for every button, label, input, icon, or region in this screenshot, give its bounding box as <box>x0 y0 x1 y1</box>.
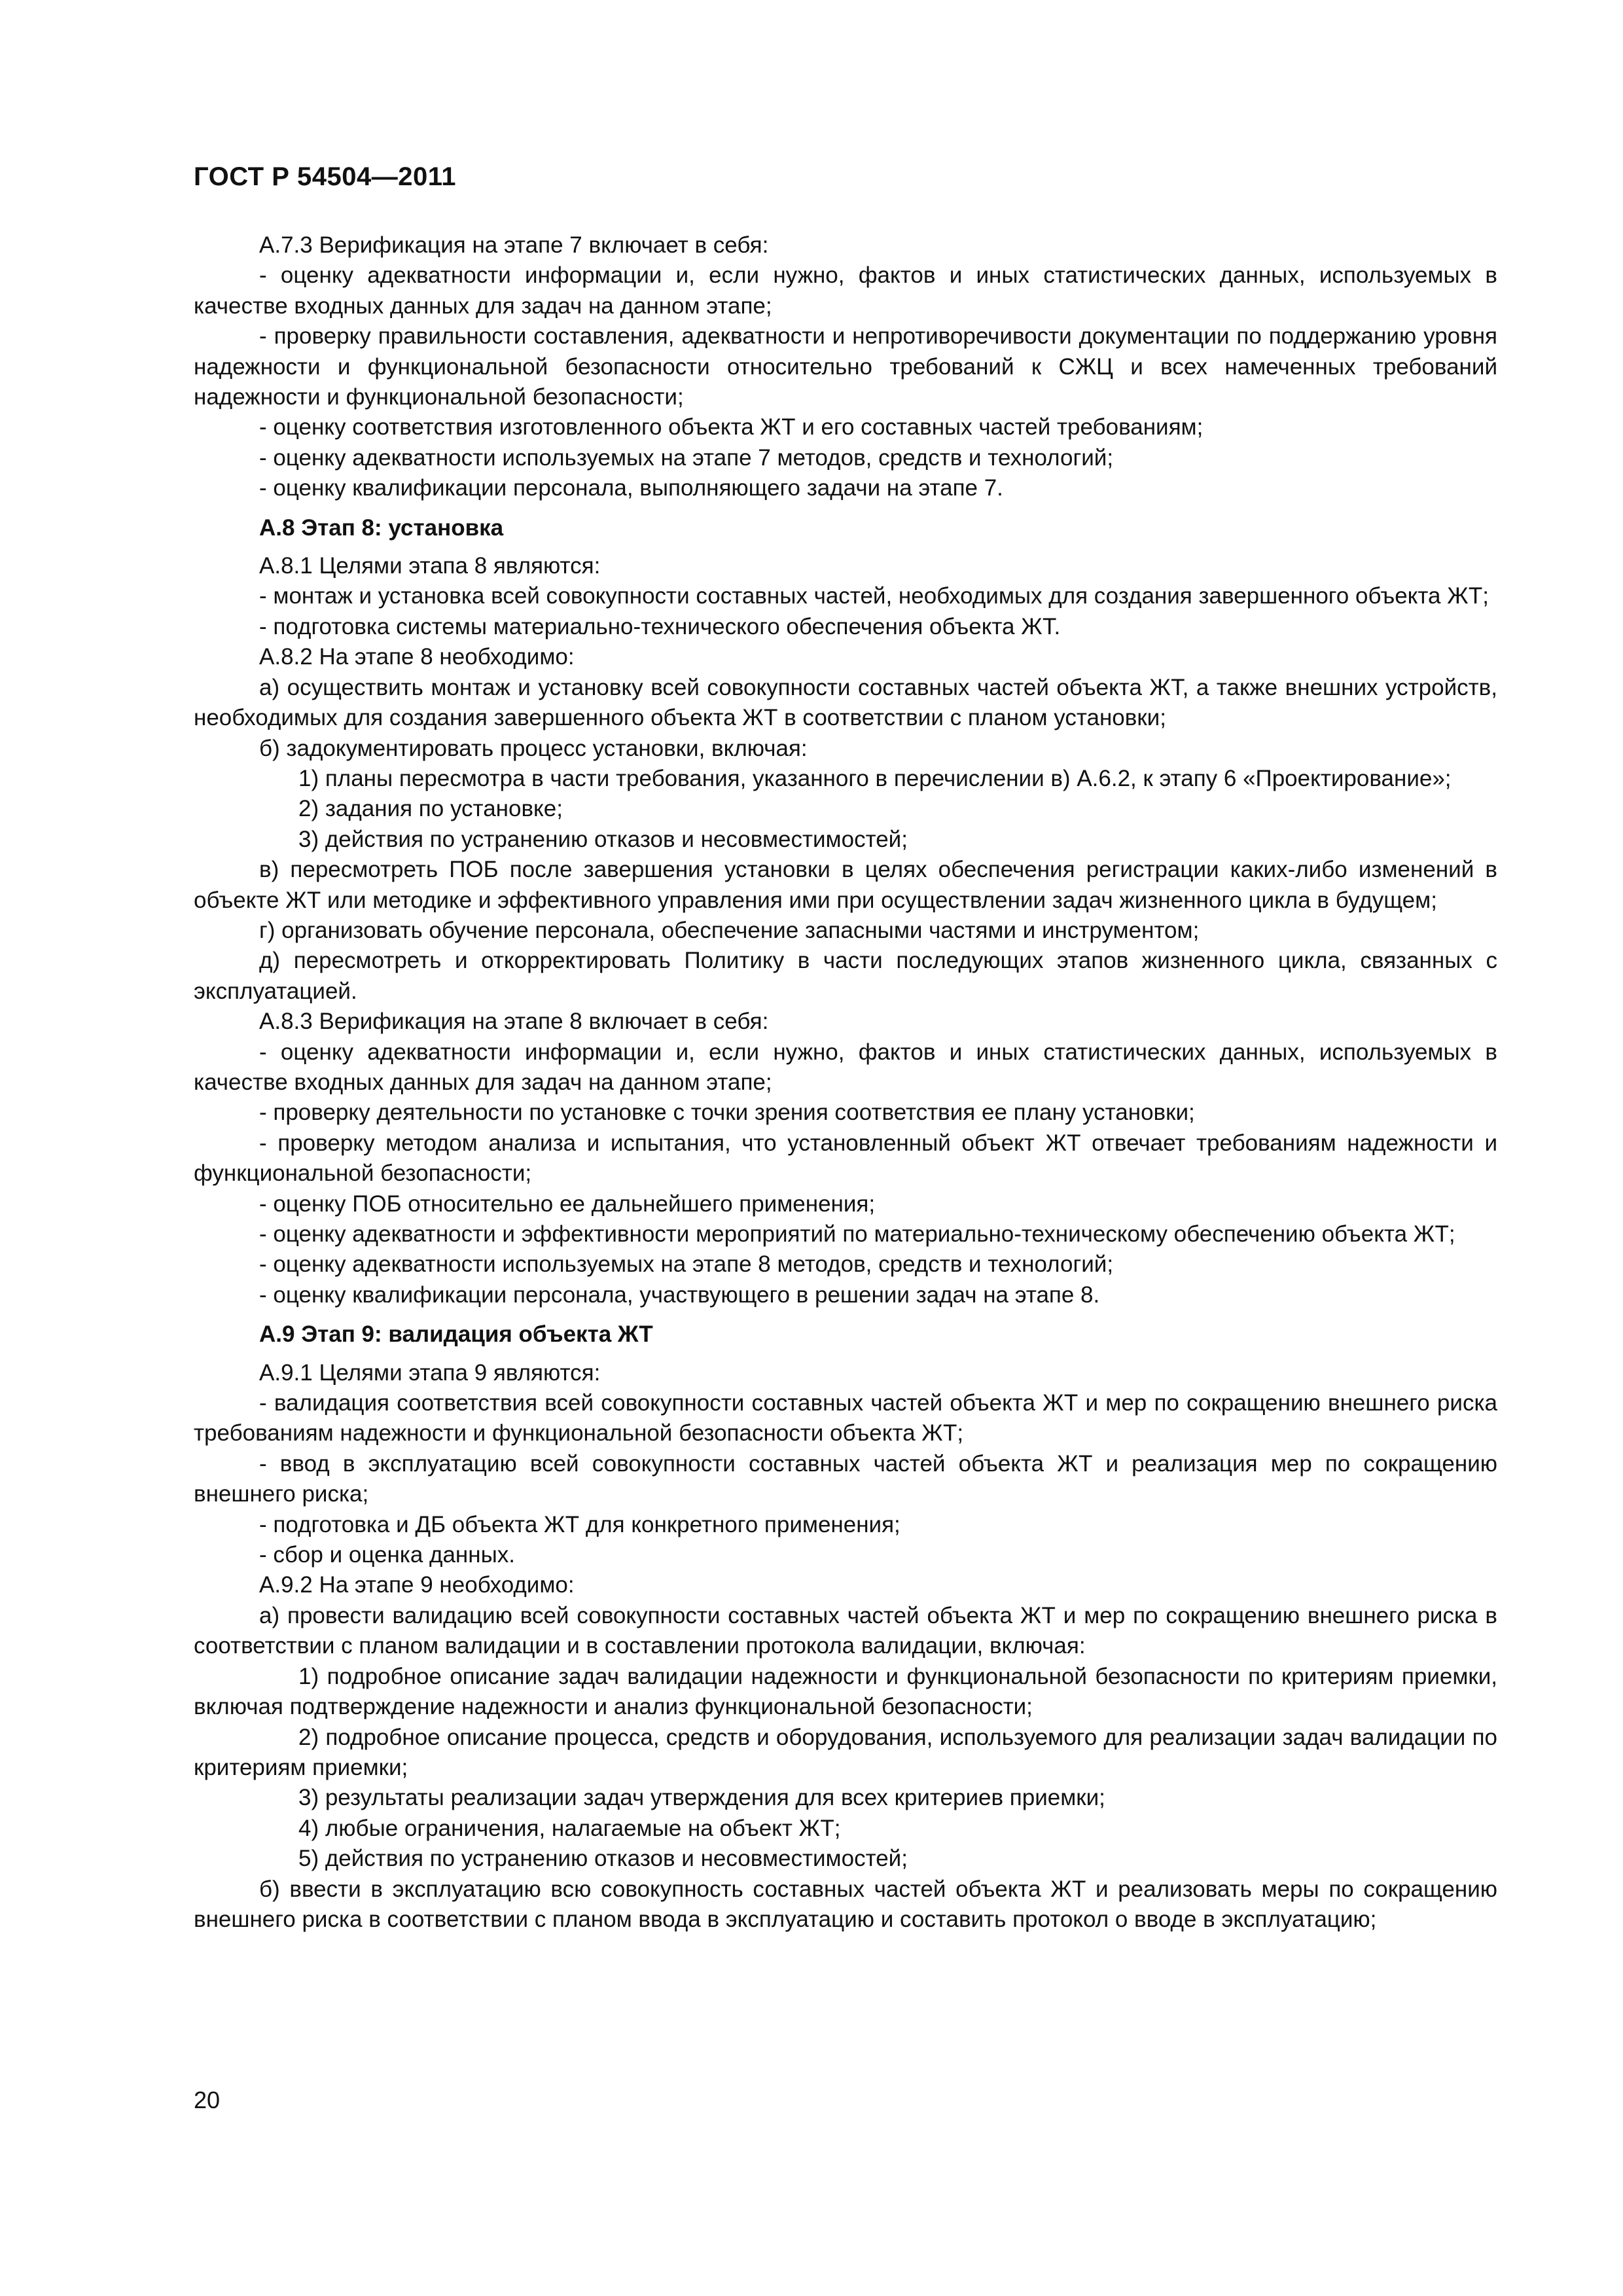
list-subitem: 5) действия по устранению отказов и несовместимостей; <box>298 1846 908 1872</box>
body-paragraph: А.8.1 Целями этапа 8 являются: <box>259 553 601 579</box>
body-paragraph: - оценку квалификации персонала, участвующего в решении задач на этапе 8. <box>259 1282 1100 1308</box>
body-paragraph: - проверку деятельности по установке с точки зрения соответствия ее плану установки; <box>259 1100 1195 1126</box>
body-paragraph: А.9.1 Целями этапа 9 являются: <box>259 1359 601 1386</box>
body-paragraph: - подготовка и ДБ объекта ЖТ для конкретного применения; <box>259 1511 901 1537</box>
body-paragraph: - оценку адекватности используемых на этапе 8 методов, средств и технологий; <box>259 1251 1114 1278</box>
body-paragraph: - оценку адекватности информации и, если нужно, фактов и иных статистических данных, используемых в качестве входных данных для задач на данном этапе; <box>194 1039 1497 1095</box>
page-number: 20 <box>194 2087 221 2113</box>
body-paragraph: - подготовка системы материально-технического обеспечения объекта ЖТ. <box>259 613 1061 639</box>
list-subitem: 3) результаты реализации задач утверждения для всех критериев приемки; <box>298 1785 1105 1811</box>
body-paragraph: б) ввести в эксплуатацию всю совокупность составных частей объекта ЖТ и реализовать меры по сокращению внешнего риска в соответствии с планом ввода в эксплуатацию и составить протокол о вводе в эксплуатацию; <box>194 1876 1497 1932</box>
body-paragraph: А.8.2 На этапе 8 необходимо: <box>259 644 575 670</box>
body-paragraph: - оценку адекватности используемых на этапе 7 методов, средств и технологий; <box>259 444 1114 471</box>
body-paragraph: А.7.3 Верификация на этапе 7 включает в себя: <box>259 232 769 258</box>
document-header: ГОСТ Р 54504—2011 <box>194 162 456 191</box>
body-paragraph: а) осуществить монтаж и установку всей совокупности составных частей объекта ЖТ, а также внешних устройств, необходимых для создания завершенного объекта ЖТ в соответствии с планом установки; <box>194 674 1497 731</box>
list-subitem: 2) подробное описание процесса, средств и оборудования, используемого для реализации задач валидации по критериям приемки; <box>194 1724 1497 1780</box>
list-subitem: 1) планы пересмотра в части требования, указанного в перечислении в) А.6.2, к этапу 6 «Проектирование»; <box>298 765 1452 791</box>
body-paragraph: д) пересмотреть и откорректировать Политику в части последующих этапов жизненного цикла, связанных с эксплуатацией. <box>194 948 1497 1004</box>
list-subitem: 3) действия по устранению отказов и несовместимостей; <box>298 826 908 852</box>
document-body <box>194 230 1497 1935</box>
body-paragraph: - оценку ПОБ относительно ее дальнейшего применения; <box>259 1191 876 1217</box>
list-subitem: 4) любые ограничения, налагаемые на объект ЖТ; <box>298 1815 841 1841</box>
body-paragraph: - проверку методом анализа и испытания, что установленный объект ЖТ отвечает требованиям надежности и функциональной безопасности; <box>194 1130 1497 1187</box>
body-paragraph: г) организовать обучение персонала, обеспечение запасными частями и инструментом; <box>259 917 1200 943</box>
list-subitem: 2) задания по установке; <box>298 796 563 822</box>
body-paragraph: - оценку квалификации персонала, выполняющего задачи на этапе 7. <box>259 475 1003 501</box>
body-paragraph: - оценку адекватности информации и, если нужно, фактов и иных статистических данных, используемых в качестве входных данных для задач на данном этапе; <box>194 262 1497 319</box>
body-paragraph: - сбор и оценка данных. <box>259 1542 515 1568</box>
body-paragraph: в) пересмотреть ПОБ после завершения установки в целях обеспечения регистрации каких-либо изменений в объекте ЖТ или методике и эффективного управления ими при осуществлении задач жизненного цикла в будущем; <box>194 857 1497 913</box>
section-heading: А.8 Этап 8: установка <box>259 514 504 541</box>
body-paragraph: - оценку адекватности и эффективности мероприятий по материально-техническому обеспечению объекта ЖТ; <box>259 1221 1455 1247</box>
list-subitem: 1) подробное описание задач валидации надежности и функциональной безопасности по критериям приемки, включая подтверждение надежности и анализ функциональной безопасности; <box>194 1663 1497 1720</box>
body-paragraph: б) задокументировать процесс установки, включая: <box>259 735 808 761</box>
body-paragraph: а) провести валидацию всей совокупности составных частей объекта ЖТ и мер по сокращению внешнего риска в соответствии с планом валидации и в составлении протокола валидации, включая: <box>194 1602 1497 1659</box>
body-paragraph: - валидация соответствия всей совокупности составных частей объекта ЖТ и мер по сокращению внешнего риска требованиям надежности и функциональной безопасности объекта ЖТ; <box>194 1390 1497 1446</box>
section-heading: А.9 Этап 9: валидация объекта ЖТ <box>259 1321 653 1348</box>
body-paragraph: - проверку правильности составления, адекватности и непротиворечивости документации по поддержанию уровня надежности и функциональной безопасности относительно требований к СЖЦ и всех намеченных требований надежности и функциональной безопасности; <box>194 323 1497 410</box>
body-paragraph: - монтаж и установка всей совокупности составных частей, необходимых для создания завершенного объекта ЖТ; <box>259 583 1489 609</box>
body-paragraph: А.8.3 Верификация на этапе 8 включает в себя: <box>259 1009 769 1035</box>
body-paragraph: - ввод в эксплуатацию всей совокупности составных частей объекта ЖТ и реализация мер по сокращению внешнего риска; <box>194 1450 1497 1507</box>
body-paragraph: - оценку соответствия изготовленного объекта ЖТ и его составных частей требованиям; <box>259 414 1204 440</box>
body-paragraph: А.9.2 На этапе 9 необходимо: <box>259 1572 575 1598</box>
